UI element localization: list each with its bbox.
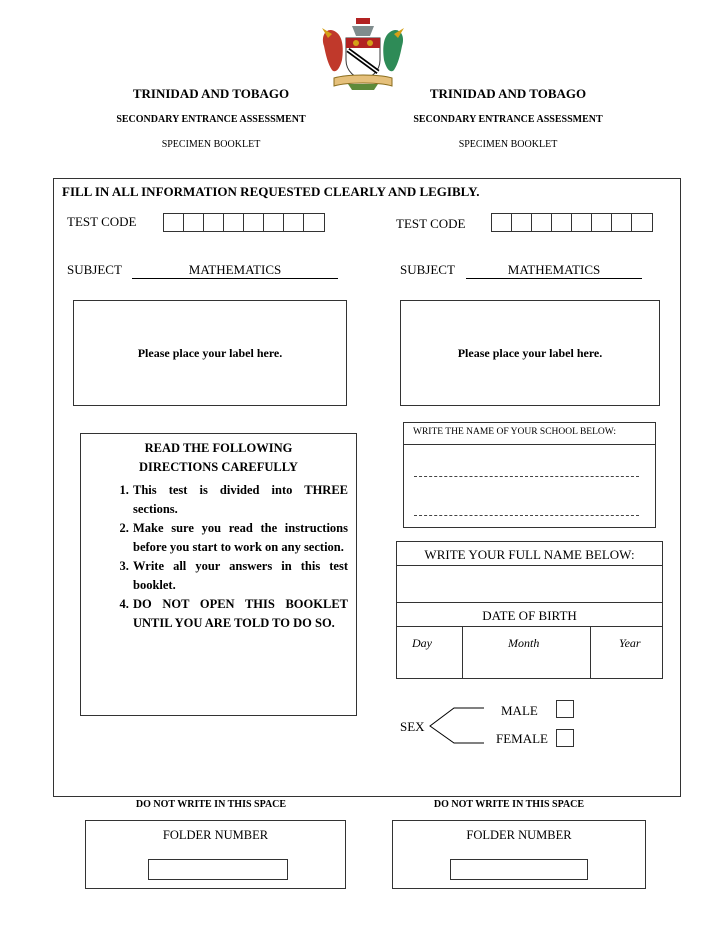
direction-item: 1. This test is divided into THREE sections.	[132, 481, 348, 519]
full-name-field[interactable]	[397, 566, 662, 603]
female-label: FEMALE	[496, 731, 548, 746]
dob-month-field[interactable]	[463, 627, 590, 678]
coat-of-arms-logo	[318, 16, 408, 92]
directions-title-line2: DIRECTIONS CAREFULLY	[139, 460, 298, 474]
header-right-country: TRINIDAD AND TOBAGO	[429, 86, 587, 101]
subject-value-left: MATHEMATICS	[132, 262, 338, 279]
folder-number-label-right: FOLDER NUMBER	[466, 828, 572, 842]
label-box-right-text: Please place your label here.	[457, 345, 603, 360]
folder-number-field-right[interactable]	[450, 859, 588, 880]
dob-day-field[interactable]	[397, 627, 462, 678]
label-box-right	[400, 300, 660, 406]
test-code-boxes-left[interactable]	[163, 213, 325, 232]
school-name-line-1[interactable]	[414, 475, 639, 477]
label-box-left-text: Please place your label here.	[137, 345, 283, 360]
directions-title	[81, 439, 356, 477]
header-left-exam: SECONDARY ENTRANCE ASSESSMENT	[116, 114, 306, 125]
direction-item: 4. DO NOT OPEN THIS BOOKLET UNTIL YOU ARE TOLD TO DO SO.	[132, 595, 348, 633]
folder-number-box-left	[85, 820, 346, 889]
folder-number-box-right	[392, 820, 646, 889]
school-name-box	[403, 422, 656, 528]
folder-number-field-left[interactable]	[148, 859, 288, 880]
label-box-left	[73, 300, 347, 406]
dob-month-label: Month	[508, 636, 540, 650]
dob-year-field[interactable]	[591, 627, 662, 678]
male-label: MALE	[501, 703, 538, 718]
test-code-boxes-right[interactable]	[491, 213, 653, 232]
header-right-exam: SECONDARY ENTRANCE ASSESSMENT	[413, 114, 603, 125]
sex-bracket-icon	[428, 706, 488, 746]
header-left-country: TRINIDAD AND TOBAGO	[132, 86, 290, 101]
directions-box	[80, 433, 357, 716]
subject-value-right: MATHEMATICS	[466, 262, 642, 279]
school-name-label: WRITE THE NAME OF YOUR SCHOOL BELOW:	[404, 423, 655, 445]
header-left-booklet: SPECIMEN BOOKLET	[161, 139, 261, 150]
test-code-label-left: TEST CODE	[67, 214, 137, 229]
dob-day-label: Day	[412, 636, 432, 650]
directions-title-line1: READ THE FOLLOWING	[144, 441, 293, 455]
folder-number-label-left: FOLDER NUMBER	[162, 828, 269, 842]
do-not-write-left: DO NOT WRITE IN THIS SPACE	[135, 799, 287, 810]
direction-item: 2. Make sure you read the instructions before you start to work on any section.	[132, 519, 348, 557]
name-dob-grid	[396, 541, 663, 679]
subject-label-left: SUBJECT	[67, 262, 122, 277]
male-checkbox[interactable]	[556, 700, 574, 718]
header-right-booklet: SPECIMEN BOOKLET	[458, 139, 558, 150]
directions-list	[103, 481, 348, 633]
subject-label-right: SUBJECT	[400, 262, 455, 277]
school-name-line-2[interactable]	[414, 514, 639, 516]
female-checkbox[interactable]	[556, 729, 574, 747]
direction-item: 3. Write all your answers in this test booklet.	[132, 557, 348, 595]
fill-in-instruction: FILL IN ALL INFORMATION REQUESTED CLEARLY AND LEGIBLY.	[62, 184, 480, 199]
test-code-label-right: TEST CODE	[396, 216, 466, 231]
dob-year-label: Year	[619, 636, 641, 650]
dob-label: DATE OF BIRTH	[397, 603, 662, 627]
full-name-label: WRITE YOUR FULL NAME BELOW:	[397, 542, 662, 566]
do-not-write-right: DO NOT WRITE IN THIS SPACE	[433, 799, 585, 810]
sex-label: SEX	[400, 719, 425, 734]
